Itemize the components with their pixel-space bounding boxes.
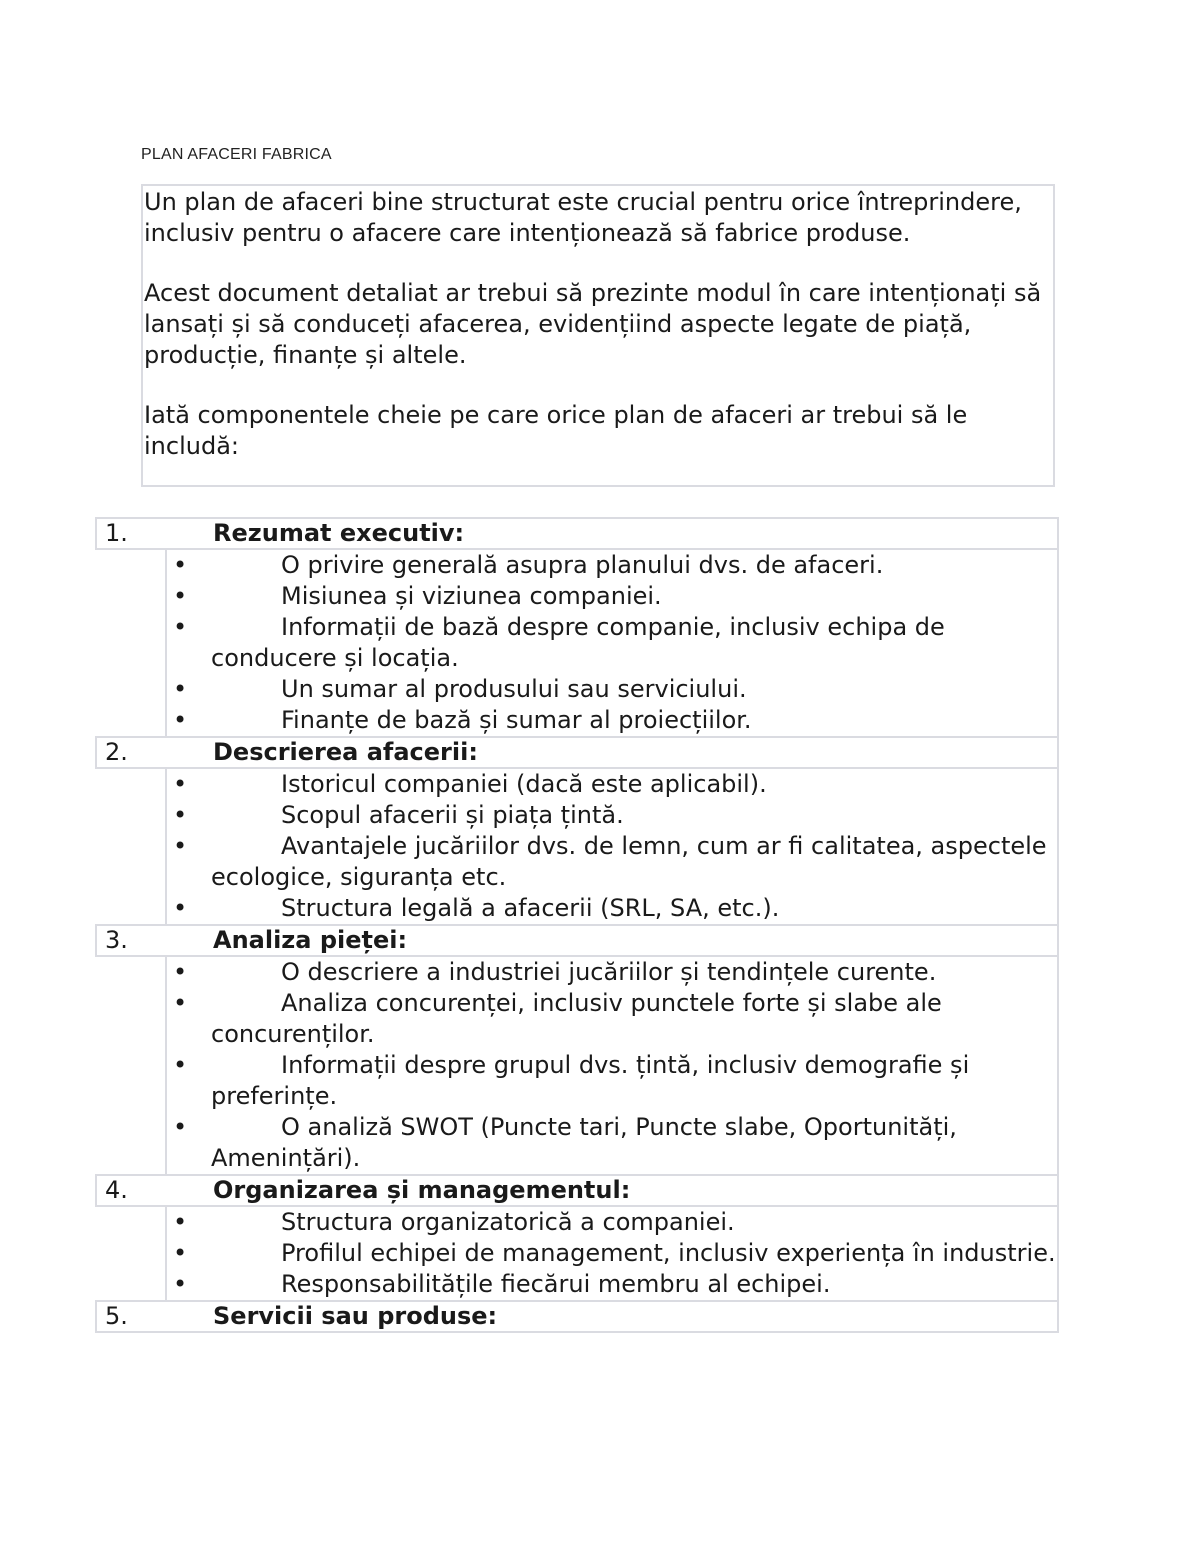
bullet-text: Profilul echipei de management, inclusiv experiența în industrie. xyxy=(281,1239,1056,1267)
bullet-item xyxy=(167,581,1057,612)
section-number: 4. xyxy=(105,1176,128,1204)
section-title: Descrierea afacerii: xyxy=(213,738,478,766)
intro-box xyxy=(141,184,1055,487)
bullet-icon: • xyxy=(173,989,188,1017)
section-bullets xyxy=(165,767,1059,926)
intro-paragraph: Iată componentele cheie pe care orice plan de afaceri ar trebui să le includă: xyxy=(144,401,968,460)
bullet-item xyxy=(167,988,1057,1050)
section-title: Organizarea și managementul: xyxy=(213,1176,631,1204)
section-heading xyxy=(95,517,1059,550)
bullet-text: O privire generală asupra planului dvs. de afaceri. xyxy=(281,551,884,579)
bullet-text: Informații de bază despre companie, inclusiv echipa de conducere și locația. xyxy=(211,613,945,672)
section-bullets xyxy=(165,955,1059,1176)
bullet-icon: • xyxy=(173,958,188,986)
bullet-text: O analiză SWOT (Puncte tari, Puncte slabe, Oportunități, Amenințări). xyxy=(211,1113,957,1172)
bullet-text: Avantajele jucăriilor dvs. de lemn, cum ar fi calitatea, aspectele ecologice, siguranța etc. xyxy=(211,832,1047,891)
section-heading xyxy=(95,1300,1059,1333)
section-title: Rezumat executiv: xyxy=(213,519,465,547)
bullet-icon: • xyxy=(173,613,188,641)
bullet-item xyxy=(167,705,1057,736)
bullet-icon: • xyxy=(173,551,188,579)
bullet-item xyxy=(167,550,1057,581)
bullet-icon: • xyxy=(173,1113,188,1141)
section-number: 5. xyxy=(105,1302,128,1330)
bullet-item xyxy=(167,800,1057,831)
bullet-icon: • xyxy=(173,801,188,829)
section-bullets xyxy=(165,548,1059,738)
bullet-text: Responsabilitățile fiecărui membru al echipei. xyxy=(281,1270,831,1298)
section-heading xyxy=(95,736,1059,769)
bullet-icon: • xyxy=(173,1208,188,1236)
sections-list xyxy=(95,519,1059,1333)
bullet-item xyxy=(167,1112,1057,1174)
bullet-icon: • xyxy=(173,770,188,798)
section-number: 1. xyxy=(105,519,128,547)
section-heading xyxy=(95,924,1059,957)
bullet-text: Informații despre grupul dvs. țintă, inclusiv demografie și preferințe. xyxy=(211,1051,970,1110)
bullet-icon: • xyxy=(173,1270,188,1298)
bullet-item xyxy=(167,612,1057,674)
bullet-item xyxy=(167,1050,1057,1112)
bullet-text: Structura legală a afacerii (SRL, SA, etc.). xyxy=(281,894,780,922)
bullet-icon: • xyxy=(173,832,188,860)
bullet-text: Structura organizatorică a companiei. xyxy=(281,1208,735,1236)
bullet-text: Istoricul companiei (dacă este aplicabil). xyxy=(281,770,767,798)
bullet-text: Finanțe de bază și sumar al proiecțiilor. xyxy=(281,706,752,734)
bullet-item xyxy=(167,674,1057,705)
bullet-item xyxy=(167,769,1057,800)
bullet-item xyxy=(167,893,1057,924)
bullet-text: O descriere a industriei jucăriilor și tendințele curente. xyxy=(281,958,937,986)
bullet-text: Un sumar al produsului sau serviciului. xyxy=(281,675,747,703)
bullet-text: Misiunea și viziunea companiei. xyxy=(281,582,662,610)
section-title: Servicii sau produse: xyxy=(213,1302,498,1330)
document-title: PLAN AFACERI FABRICA xyxy=(141,146,332,163)
section-number: 2. xyxy=(105,738,128,766)
bullet-item xyxy=(167,1207,1057,1238)
section-bullets xyxy=(165,1205,1059,1302)
section-number: 3. xyxy=(105,926,128,954)
section-title: Analiza pieței: xyxy=(213,926,408,954)
bullet-icon: • xyxy=(173,894,188,922)
section-heading xyxy=(95,1174,1059,1207)
bullet-item xyxy=(167,1269,1057,1300)
bullet-icon: • xyxy=(173,1051,188,1079)
bullet-item xyxy=(167,1238,1057,1269)
bullet-text: Analiza concurenței, inclusiv punctele forte și slabe ale concurenților. xyxy=(211,989,942,1048)
bullet-icon: • xyxy=(173,675,188,703)
intro-paragraph: Un plan de afaceri bine structurat este crucial pentru orice întreprindere, inclusiv pentru o afacere care intenționează să fabrice produse. xyxy=(144,188,1022,247)
bullet-icon: • xyxy=(173,706,188,734)
bullet-icon: • xyxy=(173,1239,188,1267)
bullet-item xyxy=(167,957,1057,988)
intro-paragraph: Acest document detaliat ar trebui să prezinte modul în care intenționați să lansați și să conduceți afacerea, evidențiind aspecte legate de piață, producție, finanțe și altele. xyxy=(144,279,1042,369)
bullet-text: Scopul afacerii și piața țintă. xyxy=(281,801,624,829)
bullet-item xyxy=(167,831,1057,893)
bullet-icon: • xyxy=(173,582,188,610)
